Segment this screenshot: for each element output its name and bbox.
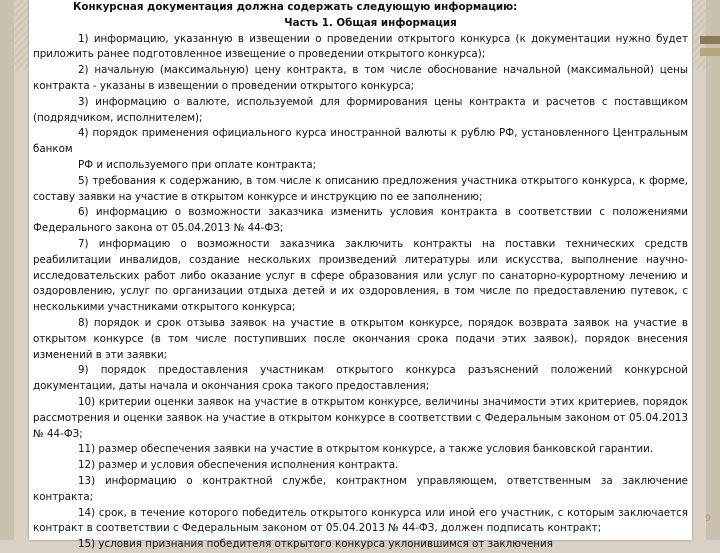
document-page xyxy=(29,0,692,551)
document-subtitle: Часть 1. Общая информация xyxy=(284,16,457,29)
slide-left-margin xyxy=(0,0,14,540)
requirements-list xyxy=(33,32,688,553)
document-title: Конкурсная документация должна содержать следующую информацию: xyxy=(73,1,518,13)
requirement-item: 13) информацию о контрактной службе, контрактном управляющем, ответственным за заключение контракта; xyxy=(33,474,688,503)
slide-right-margin xyxy=(706,0,720,540)
requirement-item: 8) порядок и срок отзыва заявок на участие в открытом конкурсе, порядок возврата заявок на участие в открытом конкурсе (в том числе поступивших после окончания срока подачи этих заявок), порядок внесения изменений в эти заявки; xyxy=(33,316,688,361)
requirement-item: 6) информацию о возможности заказчика изменить условия контракта в соответствии с положениями Федерального закона от 05.04.2013 № 44-ФЗ; xyxy=(33,206,688,235)
requirement-item: 2) начальную (максимальную) цену контракта, в том числе обоснование начальной (максимальной) цены контракта - указаны в извещении о проведении открытого конкурса; xyxy=(33,64,688,92)
requirement-item: 1) информацию, указанную в извещении о проведении открытого конкурса (к документации нужно будет приложить ранее подготовленное извещение о проведении открытого конкурса); xyxy=(33,32,688,61)
requirement-item: 5) требования к содержанию, в том числе к описанию предложения участника открытого конкурса, к форме, составу заявки на участие в открытом конкурсе и инструкцию по ее заполнению; xyxy=(33,174,688,203)
requirement-item: 11) размер обеспечения заявки на участие в открытом конкурсе, а также условия банковской гарантии. xyxy=(78,443,654,456)
requirement-item: 10) критерии оценки заявок на участие в открытом конкурсе, величины значимости этих критериев, порядок рассмотрения и оценки заявок на участие в открытом конкурсе в соответствии с Федеральным законом от 05.04.2013 № 44-ФЗ; xyxy=(33,395,688,440)
requirement-item: 14) срок, в течение которого победитель открытого конкурса или иной его участник, с которым заключается контракт в соответствии с Федеральным законом от 05.04.2013 № 44-ФЗ, должен подписать контракт; xyxy=(33,506,688,535)
decorative-bar-secondary xyxy=(700,48,720,56)
requirement-item: 9) порядок предоставления участникам открытого конкурса разъяснений положений конкурсной документации, даты начала и окончания срока такого предоставления; xyxy=(33,364,688,393)
document-body xyxy=(29,0,692,553)
requirement-item: 15) условия признания победителя открытого конкурса уклонившимся от заключения xyxy=(78,538,553,551)
requirement-item: 12) размер и условия обеспечения исполнения контракта. xyxy=(78,459,399,472)
requirement-item: 7) информацию о возможности заказчика заключить контракты на поставки технических средств реабилитации инвалидов, создание нескольких произведений литературы или искусства, выполнение научно-исследовательских работ либо оказание услуг в сфере образования или услуг по санаторно-курортному лечению и оздоровлению, услуг по организации отдыха детей и их оздоровления, в том числе по предоставлению путевок, с несколькими участниками открытого конкурса; xyxy=(33,237,688,314)
requirement-item: 3) информацию о валюте, используемой для формирования цены контракта и расчетов с поставщиком (подрядчиком, исполнителем); xyxy=(33,95,688,124)
slide-page-number: 9 xyxy=(705,514,711,524)
requirement-item: РФ и используемого при оплате контракта; xyxy=(78,158,317,171)
requirement-item: 4) порядок применения официального курса иностранной валюты к рублю РФ, установленного Центральным банком xyxy=(33,127,688,156)
decorative-bar xyxy=(700,36,720,44)
